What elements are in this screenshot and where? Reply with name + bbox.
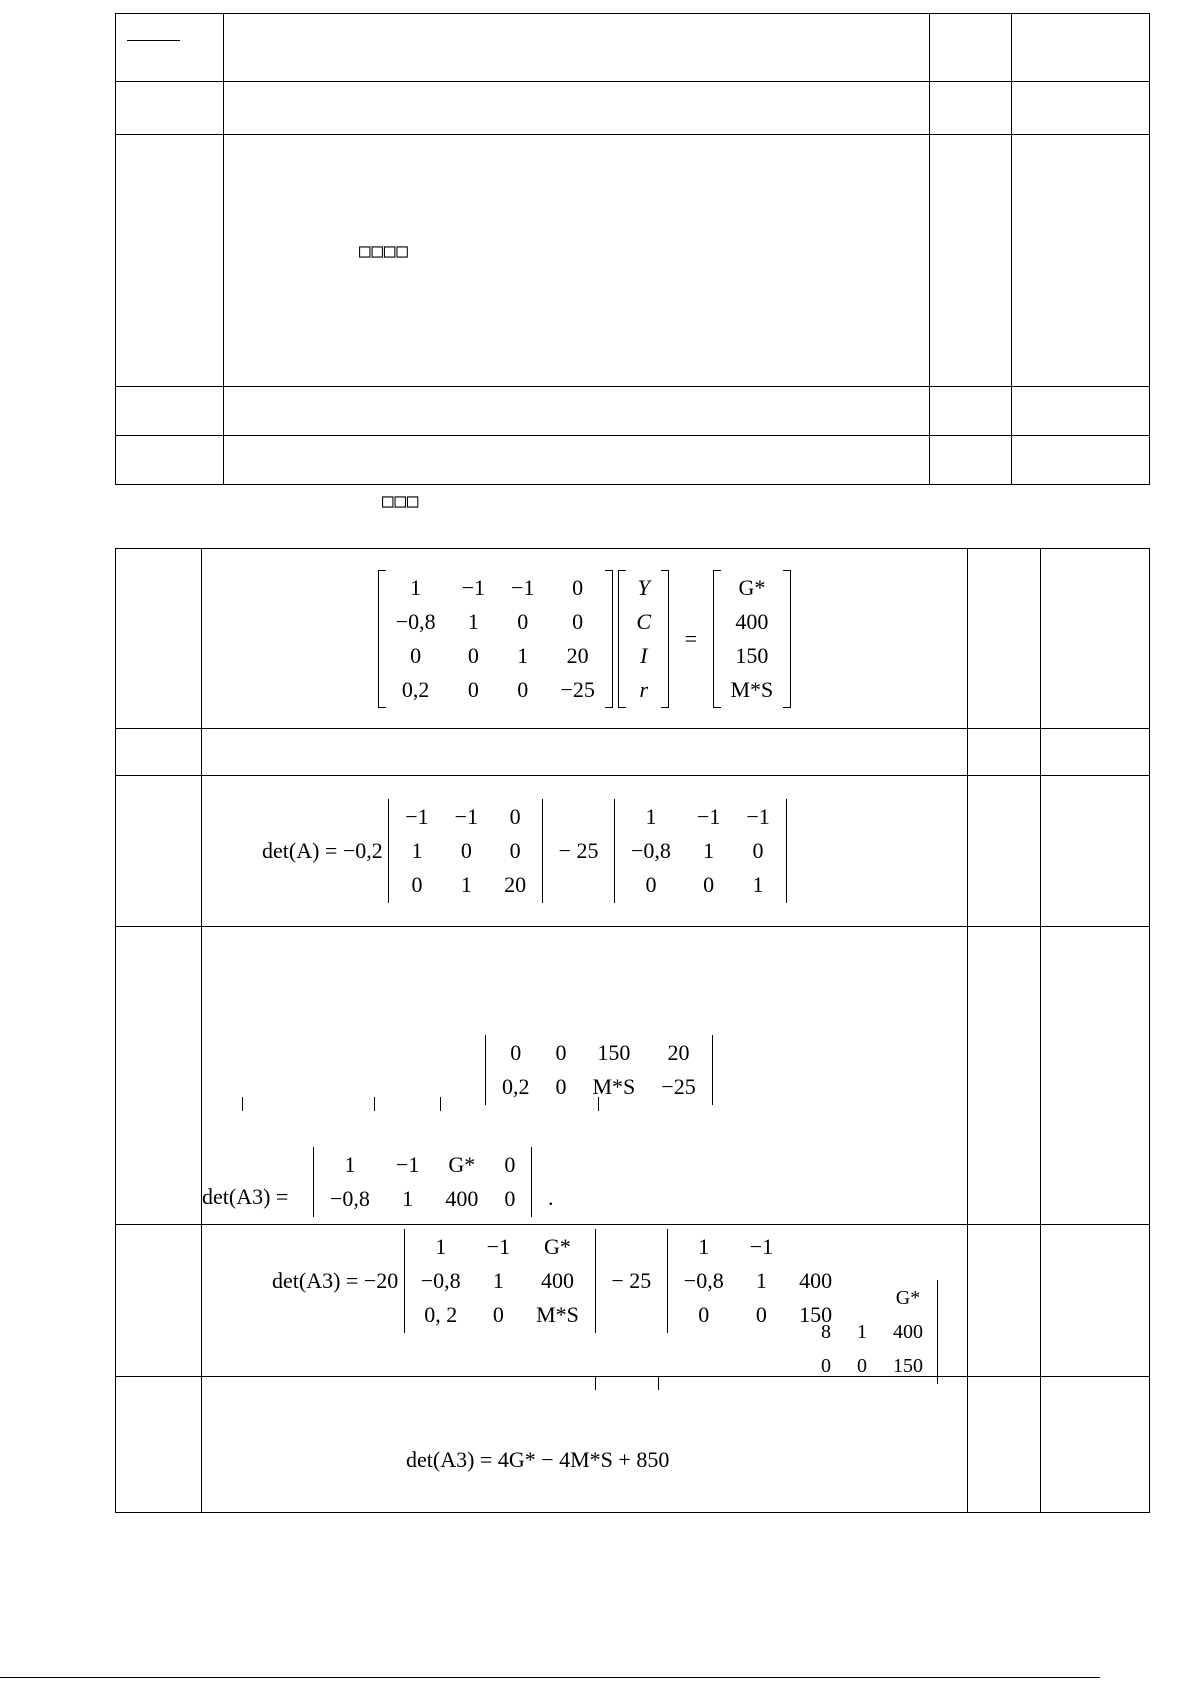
matrix-cell: −0,8 <box>330 1186 370 1211</box>
matrix-cell: 1 <box>467 608 479 634</box>
det-a3-lower-partial <box>313 1147 532 1217</box>
matrix-cell: −1 <box>511 574 535 600</box>
matrix-row <box>719 674 786 706</box>
matrix-cell: 1 <box>703 838 715 863</box>
matrix-row <box>384 572 607 604</box>
matrix-cell: 400 <box>540 1268 574 1293</box>
matrix-cell: 400 <box>799 1268 833 1293</box>
matrix-cell <box>809 1282 843 1314</box>
det-a3-upper-partial <box>485 1035 713 1105</box>
matrix-cell: 1 <box>435 1234 447 1259</box>
matrix-cell: 0 <box>857 1354 867 1377</box>
matrix-cell: 1 <box>344 1152 356 1177</box>
matrix-cell: G* <box>895 1286 921 1309</box>
matrix-cell: 0 <box>572 608 584 634</box>
matrix-cell: −0,8 <box>631 838 671 863</box>
matrix-cell: 0 <box>698 1302 710 1327</box>
matrix-cell: 1 <box>857 1320 867 1343</box>
matrix-cell: −1 <box>405 804 429 829</box>
matrix-cell: 0 <box>703 872 715 897</box>
table-row <box>116 776 1150 927</box>
matrix-cell <box>787 1231 844 1263</box>
footer-rule <box>0 1677 1100 1678</box>
det-a3-expand-between: − 25 <box>611 1268 652 1293</box>
matrix-cell: 0 <box>410 642 422 668</box>
matrix-cell: 150 <box>735 642 769 668</box>
matrix-row <box>393 835 538 867</box>
matrix-cell: 0 <box>504 1152 516 1177</box>
matrix-cell: −1 <box>696 804 721 829</box>
matrix-cell: 20 <box>667 1040 690 1065</box>
matrix-cell: 0 <box>752 838 764 863</box>
det-a3-minor-1 <box>404 1229 596 1333</box>
matrix-row <box>719 640 786 672</box>
matrix-cell: 1 <box>645 804 657 829</box>
matrix-cell: 0 <box>467 642 479 668</box>
matrix-cell: 20 <box>566 642 589 668</box>
matrix-cell: 0 <box>492 1302 504 1327</box>
matrix-cell: 0 <box>460 838 472 863</box>
missing-glyph-text: □□□□ <box>359 240 409 262</box>
matrix-row <box>384 640 607 672</box>
matrix-cell: 0 <box>509 838 521 863</box>
table-row <box>116 387 1150 436</box>
det-a-lhs: det(A) = −0,2 <box>262 838 383 863</box>
matrix-cell: −25 <box>661 1074 696 1099</box>
matrix-cell: −1 <box>749 1234 774 1259</box>
rhs-vector <box>713 570 792 708</box>
matrix-cell: 1 <box>460 872 472 897</box>
matrix-cell: −1 <box>395 1152 420 1177</box>
matrix-row <box>393 869 538 901</box>
matrix-cell: 150 <box>799 1302 833 1327</box>
matrix-row <box>624 640 663 672</box>
matrix-cell: 1 <box>755 1268 767 1293</box>
det-a-between: − 25 <box>558 838 599 863</box>
matrix-cell: −0,8 <box>395 608 436 634</box>
matrix-cell: I <box>640 642 648 668</box>
matrix-cell: G* <box>448 1152 476 1177</box>
table-row <box>116 14 1150 82</box>
matrix-cell: M*S <box>592 1074 636 1099</box>
matrix-cell: 150 <box>893 1354 923 1377</box>
matrix-row <box>809 1316 935 1348</box>
matrix-cell: 1 <box>410 574 422 600</box>
matrix-cell: 150 <box>597 1040 631 1065</box>
matrix-row <box>393 801 538 833</box>
matrix-cell: r <box>639 676 649 702</box>
matrix-cell: 0 <box>517 608 529 634</box>
section-label: □□□ <box>382 490 420 512</box>
matrix-cell: 0 <box>509 804 521 829</box>
table-row <box>116 729 1150 776</box>
upper-table <box>115 13 1150 485</box>
matrix-cell: 0 <box>821 1354 831 1377</box>
matrix-cell: 0 <box>504 1186 516 1211</box>
matrix-cell: 1 <box>492 1268 504 1293</box>
matrix-cell: −1 <box>746 804 770 829</box>
det-a3-lhs: det(A3) = <box>202 1184 289 1209</box>
table-row: 1 −1 −1 0 −0,8 1 0 0 0 0 1 20 0,2 0 0 −25 Y C I r = G* 400 150 M*S <box>116 549 1150 729</box>
matrix-cell: C <box>636 608 652 634</box>
matrix-row <box>384 674 607 706</box>
matrix-cell: 1 <box>752 872 764 897</box>
matrix-row <box>384 606 607 638</box>
det-a3-expand-lhs: det(A3) = −20 <box>272 1268 399 1293</box>
matrix-row <box>619 801 782 833</box>
matrix-cell: −1 <box>486 1234 511 1259</box>
matrix-row <box>409 1231 591 1263</box>
matrix-row <box>719 572 786 604</box>
matrix-row <box>409 1299 591 1331</box>
result-formula: det(A3) = 4G* − 4M*S + 850 <box>406 1447 670 1472</box>
matrix-cell: 0 <box>510 1040 522 1065</box>
matrix-cell: −1 <box>461 574 486 600</box>
matrix-cell: 1 <box>698 1234 710 1259</box>
matrix-cell: −0,8 <box>420 1268 461 1293</box>
matrix-cell: 400 <box>893 1320 923 1343</box>
matrix-cell: 20 <box>504 872 527 897</box>
matrix-row <box>624 572 663 604</box>
matrix-cell: 0,2 <box>502 1074 530 1099</box>
matrix-cell: G* <box>544 1234 571 1259</box>
matrix-row <box>672 1231 844 1263</box>
matrix-row <box>624 674 663 706</box>
matrix-row <box>409 1265 591 1297</box>
matrix-cell: Y <box>637 574 650 600</box>
matrix-row <box>490 1037 708 1069</box>
lower-table <box>115 548 1150 1513</box>
matrix-cell <box>845 1282 879 1314</box>
matrix-cell: M*S <box>730 676 774 702</box>
matrix-cell: 1 <box>402 1186 414 1211</box>
matrix-row <box>624 606 663 638</box>
matrix-cell: 400 <box>445 1186 479 1211</box>
det-a-minor-1 <box>388 799 543 903</box>
matrix-row <box>719 606 786 638</box>
det-a3-period: . <box>548 1185 554 1210</box>
matrix-cell: 0 <box>555 1074 567 1099</box>
matrix-cell: −0,8 <box>683 1268 724 1293</box>
matrix-cell: 0 <box>517 676 529 702</box>
table-row <box>116 1225 1150 1377</box>
matrix-cell: 0 <box>645 872 657 897</box>
table-row <box>116 1377 1150 1513</box>
matrix-row <box>809 1282 935 1314</box>
table-row <box>116 135 1150 387</box>
matrix-row <box>318 1183 527 1215</box>
matrix-cell: 0,2 <box>401 676 430 702</box>
variable-vector <box>618 570 669 708</box>
matrix-cell: M*S <box>536 1302 579 1327</box>
matrix-row <box>619 835 782 867</box>
table-row <box>116 436 1150 485</box>
matrix-cell: 400 <box>735 608 769 634</box>
matrix-cell: 0 <box>411 872 423 897</box>
table-row <box>116 82 1150 135</box>
matrix-cell: 1 <box>517 642 529 668</box>
matrix-cell: 0 <box>467 676 479 702</box>
matrix-cell: 0, 2 <box>424 1302 458 1327</box>
matrix-cell: −1 <box>454 804 479 829</box>
matrix-cell: 0 <box>555 1040 567 1065</box>
matrix-cell: G* <box>738 574 766 600</box>
matrix-cell: 0 <box>572 574 584 600</box>
matrix-cell: −25 <box>560 676 595 702</box>
det-a-minor-2 <box>614 799 787 903</box>
table-row <box>116 927 1150 1225</box>
matrix-cell: 0 <box>755 1302 767 1327</box>
matrix-row <box>318 1149 527 1181</box>
matrix-row <box>619 869 782 901</box>
matrix-cell: 1 <box>411 838 423 863</box>
matrix-cell: 8 <box>821 1320 831 1343</box>
coefficient-matrix <box>378 570 613 708</box>
det-a3-overflow <box>807 1280 938 1384</box>
